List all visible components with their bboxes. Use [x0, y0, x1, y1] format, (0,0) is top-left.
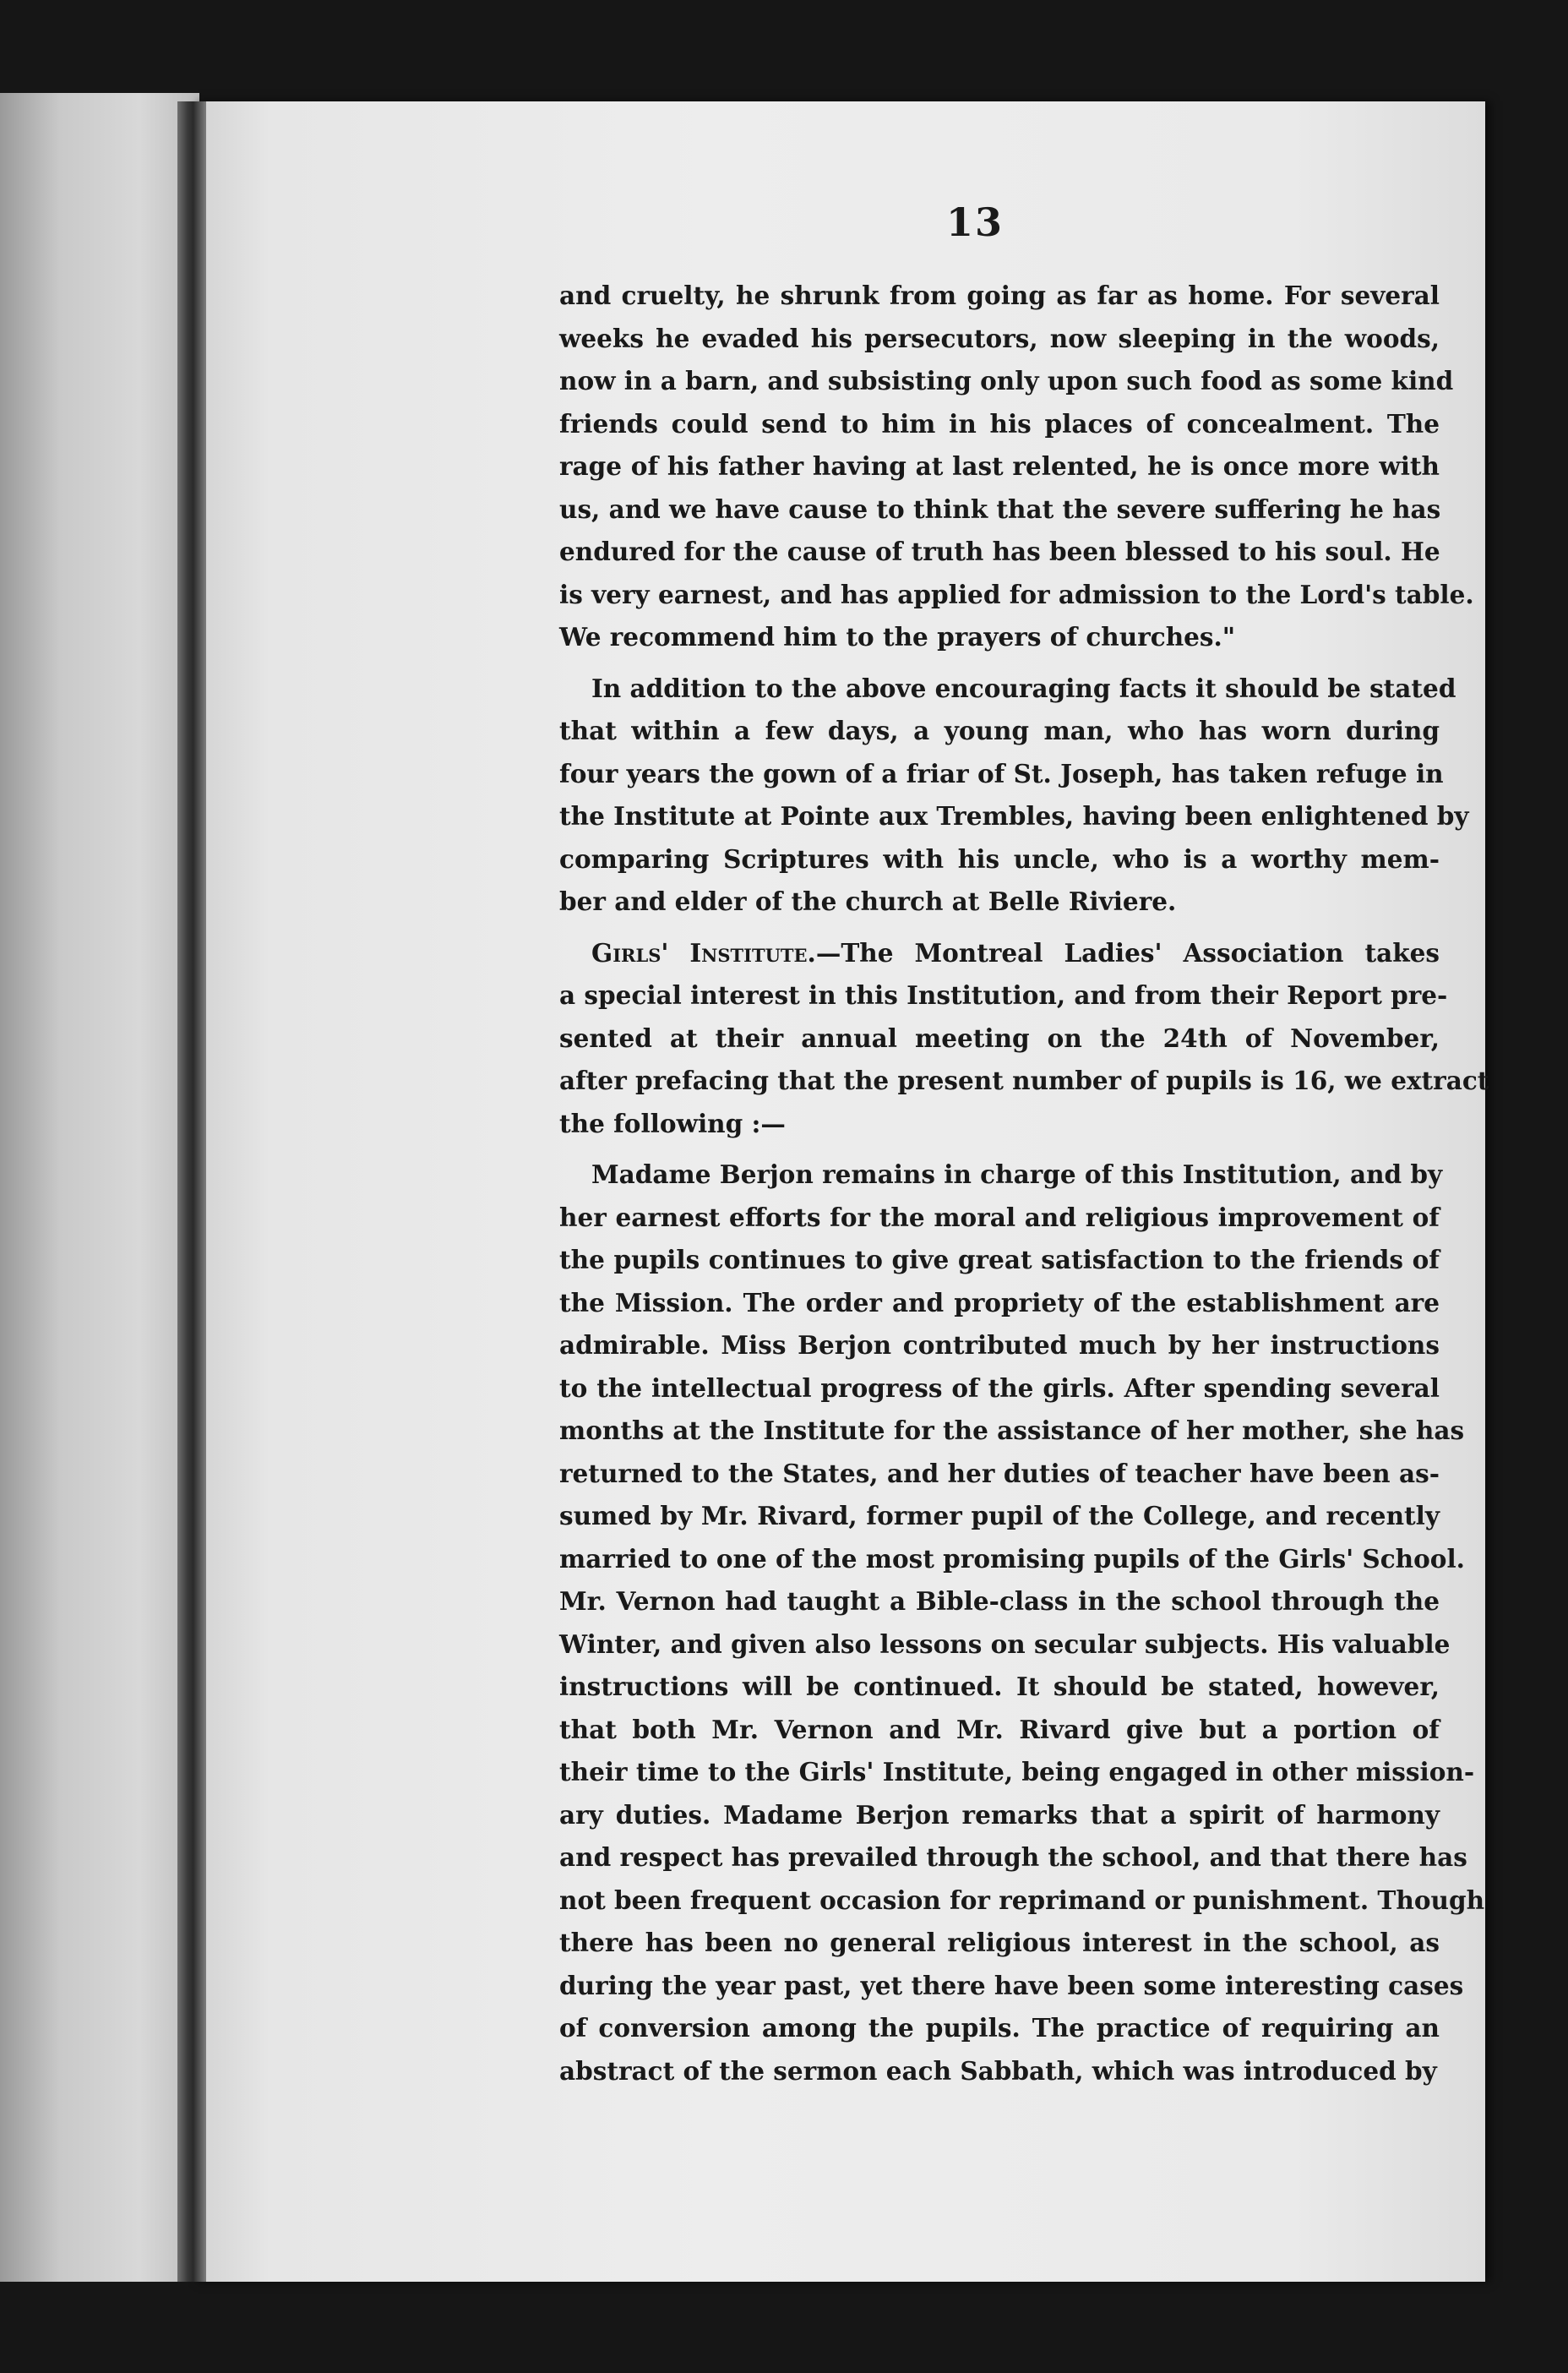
- text-line: [559, 1495, 1440, 1538]
- line-text: abstract of the sermon each Sabbath, which was introduced by: [559, 2055, 1437, 2086]
- line-text: comparing Scriptures with his uncle, who is a worthy mem-: [559, 843, 1440, 874]
- text-line: [559, 1324, 1440, 1367]
- text-line: [559, 488, 1440, 532]
- text-line: [559, 1709, 1440, 1752]
- text-line: [559, 795, 1469, 838]
- line-text: ary duties. Madame Berjon remarks that a spirit of harmony: [559, 1799, 1440, 1830]
- paragraph: [559, 932, 1489, 1146]
- line-text: weeks he evaded his persecutors, now sleeping in the woods,: [559, 323, 1440, 353]
- text-line: [559, 318, 1440, 361]
- line-text: admirable. Miss Berjon contributed much by her instructions: [559, 1330, 1440, 1360]
- line-text: the pupils continues to give great satisfaction to the friends of: [559, 1245, 1440, 1274]
- line-text: friends could send to him in his places of concealment. The: [559, 408, 1440, 439]
- line-text: now in a barn, and subsisting only upon such food as some kind: [559, 366, 1454, 396]
- text-line: [559, 1794, 1440, 1837]
- text-line: [559, 1836, 1467, 1879]
- line-text: Winter, and given also lessons on secular subjects. His valuable: [559, 1628, 1451, 1659]
- text-line: [559, 360, 1454, 403]
- line-text: to the intellectual progress of the girls. After spending several: [559, 1372, 1440, 1403]
- text-line: [559, 1623, 1451, 1667]
- line-text: during the year past, yet there have been some interesting cases: [559, 1970, 1464, 2000]
- section-heading: Girls' Institute.: [591, 937, 816, 968]
- text-line: [559, 1060, 1489, 1103]
- line-text: We recommend him to the prayers of churches.": [559, 622, 1236, 652]
- line-text: the Institute at Pointe aux Trembles, having been enlightened by: [559, 801, 1469, 831]
- paragraph: [559, 275, 1474, 659]
- text-line: [559, 881, 1440, 924]
- page-number: 13: [946, 199, 1004, 245]
- text-line: [559, 403, 1440, 446]
- text-line: [559, 1666, 1440, 1709]
- text-line: [559, 1879, 1485, 1923]
- text-line: [559, 2007, 1440, 2050]
- text-line: [559, 1154, 1443, 1197]
- line-text: —The Montreal Ladies' Association takes: [815, 937, 1440, 968]
- text-line: [559, 275, 1440, 318]
- text-line: [559, 574, 1474, 617]
- line-text: there has been no general religious interest in the school, as: [559, 1928, 1440, 1957]
- line-text: endured for the cause of truth has been blessed to his soul. He: [559, 537, 1440, 566]
- line-text: Madame Berjon remains in charge of this Institution, and by: [591, 1159, 1443, 1189]
- line-text: us, and we have cause to think that the severe suffering he has: [559, 494, 1441, 524]
- line-text: instructions will be continued. It should be stated, however,: [559, 1672, 1440, 1701]
- text-line: [559, 1410, 1465, 1453]
- line-text: and respect has prevailed through the school, and that there has: [559, 1842, 1467, 1872]
- text-line: [559, 2050, 1440, 2093]
- text-line: [559, 1922, 1440, 1965]
- paragraph: [559, 668, 1469, 924]
- body-text: [559, 275, 1489, 2101]
- text-line: [559, 1538, 1465, 1581]
- line-text: Mr. Vernon had taught a Bible-class in the school through the: [559, 1586, 1440, 1616]
- line-text: the Mission. The order and propriety of the establishment are: [559, 1287, 1440, 1317]
- text-line: [559, 1965, 1464, 2008]
- previous-page-edge: [0, 93, 199, 2282]
- line-text: their time to the Girls' Institute, being engaged in other mission-: [559, 1757, 1475, 1787]
- line-text: is very earnest, and has applied for admission to the Lord's table.: [559, 579, 1474, 609]
- line-text: rage of his father having at last relented, he is once more with: [559, 451, 1440, 481]
- line-text: returned to the States, and her duties of teacher have been as-: [559, 1458, 1440, 1488]
- text-line: [559, 1453, 1440, 1496]
- line-text: sumed by Mr. Rivard, former pupil of the College, and recently: [559, 1501, 1440, 1530]
- line-text: after prefacing that the present number of pupils is 16, we extract: [559, 1066, 1489, 1095]
- line-text: that both Mr. Vernon and Mr. Rivard give but a portion of: [559, 1714, 1440, 1744]
- line-text: that within a few days, a young man, who has worn during: [559, 716, 1440, 745]
- text-line: [559, 710, 1440, 753]
- text-line: [559, 668, 1456, 711]
- line-text: her earnest efforts for the moral and religious improvement of: [559, 1202, 1440, 1232]
- text-line: [559, 1580, 1440, 1623]
- text-line: [559, 616, 1440, 659]
- line-text: not been frequent occasion for reprimand or punishment. Though: [559, 1885, 1485, 1915]
- line-text: and cruelty, he shrunk from going as far as home. For several: [559, 281, 1440, 310]
- line-text: the following :—: [559, 1108, 786, 1138]
- line-text: a special interest in this Institution, and from their Report pre-: [559, 980, 1448, 1010]
- line-text: months at the Institute for the assistance of her mother, she has: [559, 1416, 1465, 1445]
- line-text: In addition to the above encouraging facts it should be stated: [591, 673, 1456, 703]
- line-text: ber and elder of the church at Belle Riviere.: [559, 886, 1177, 916]
- paragraph: [559, 1154, 1485, 2092]
- text-line: [559, 1017, 1440, 1061]
- text-line: [559, 445, 1440, 488]
- text-line: [559, 1367, 1440, 1410]
- text-line: [559, 1239, 1440, 1282]
- text-line: [559, 838, 1440, 881]
- text-line: [559, 1282, 1440, 1325]
- text-line: [559, 1197, 1440, 1240]
- text-line: [559, 932, 1440, 975]
- text-line: [559, 974, 1448, 1017]
- line-text: of conversion among the pupils. The practice of requiring an: [559, 2013, 1440, 2043]
- line-text: married to one of the most promising pupils of the Girls' School.: [559, 1543, 1465, 1574]
- line-text: four years the gown of a friar of St. Joseph, has taken refuge in: [559, 758, 1444, 788]
- line-text: sented at their annual meeting on the 24th of November,: [559, 1023, 1440, 1053]
- text-line: [559, 1751, 1475, 1794]
- text-line: [559, 531, 1440, 574]
- text-line: [559, 1103, 1440, 1146]
- binding-gutter: [177, 101, 206, 2282]
- text-line: [559, 753, 1444, 796]
